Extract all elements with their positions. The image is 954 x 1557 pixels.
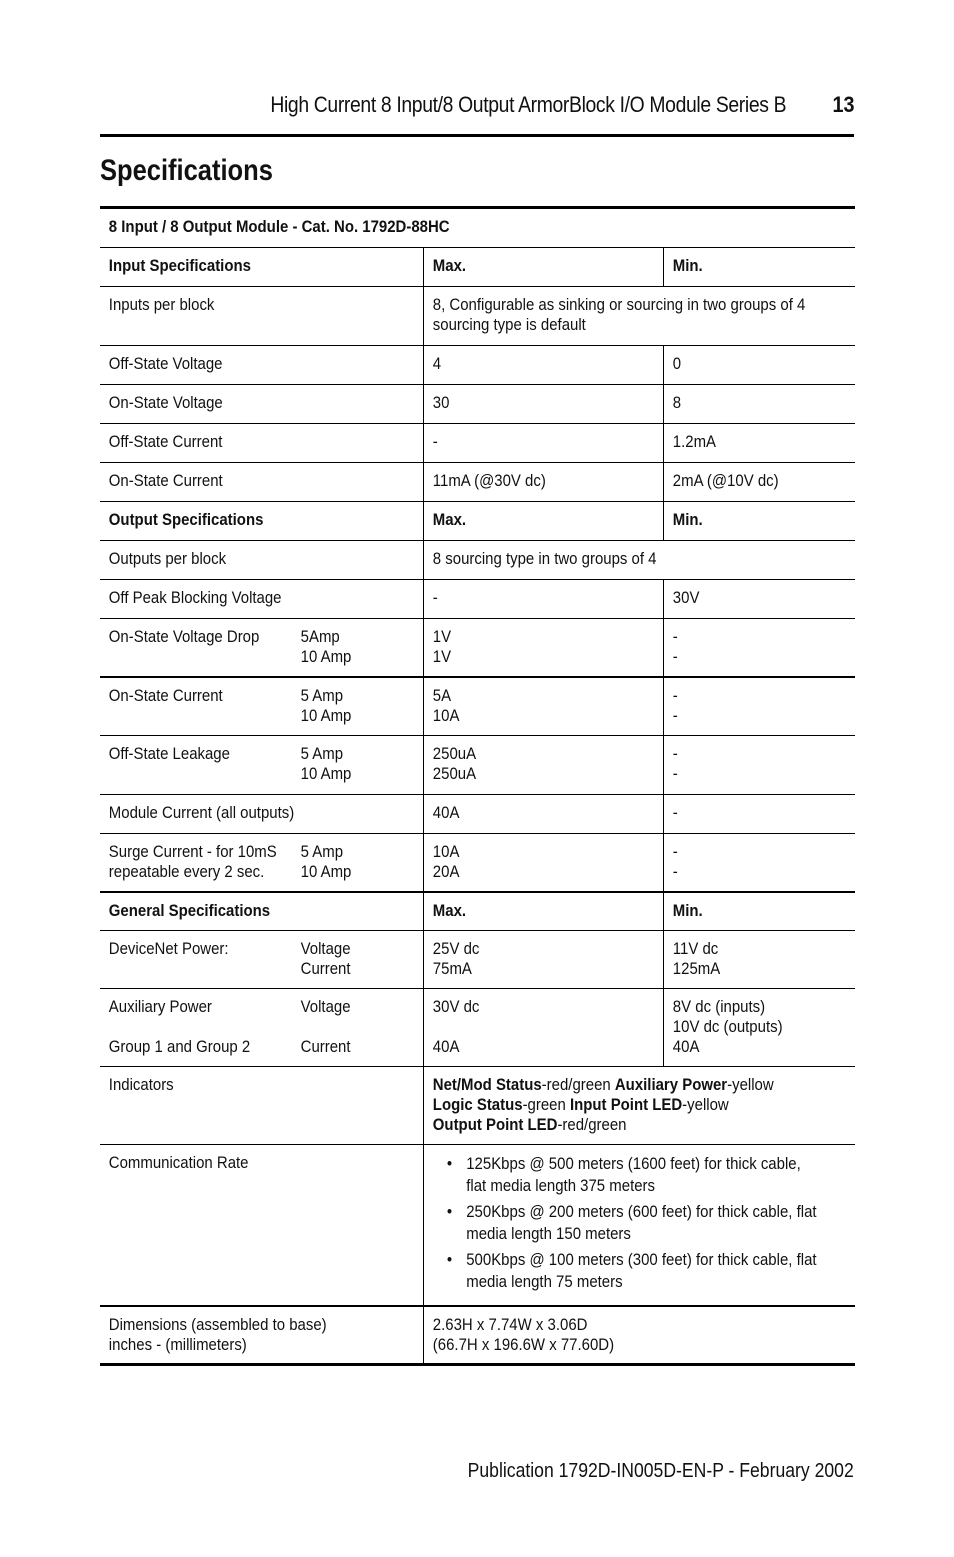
min-value: [664, 619, 833, 675]
value-line: -: [672, 647, 678, 666]
max-value: [424, 834, 634, 890]
value-line: 1V: [432, 627, 451, 646]
row-label: Off-State Voltage: [108, 354, 223, 373]
row-label: On-State Current: [108, 471, 223, 490]
table-row: [100, 795, 855, 834]
table-row: [100, 619, 855, 677]
max-value: 30: [432, 393, 449, 412]
page-number: 13: [831, 92, 854, 117]
min-header: Min.: [672, 900, 703, 920]
value-line: 10A: [432, 705, 459, 725]
comm-rate-list: [432, 1153, 817, 1293]
sub-label: Current: [300, 959, 351, 978]
row-label: Outputs per block: [108, 549, 227, 568]
label-line: Group 1 and Group 2: [108, 1037, 251, 1056]
label-line: Auxiliary Power: [108, 997, 212, 1016]
list-item: [432, 1153, 801, 1197]
max-header: Max.: [432, 256, 466, 275]
output-spec-heading: Output Specifications: [108, 510, 264, 529]
value-line: 75mA: [432, 959, 472, 978]
indicator-name: Output Point LED: [432, 1115, 557, 1134]
sub-label: 5Amp: [300, 627, 340, 646]
label-line: repeatable every 2 sec.: [108, 862, 265, 881]
max-value: 4: [432, 354, 441, 373]
table-row: [100, 677, 855, 736]
value-line: 30V dc: [432, 997, 479, 1016]
table-row: [100, 931, 855, 989]
max-value: [424, 736, 634, 792]
row-label: On-State Voltage: [108, 393, 223, 412]
min-value: -: [672, 803, 678, 822]
max-value: -: [432, 588, 438, 607]
max-value: 40A: [432, 803, 459, 822]
table-row: [100, 834, 855, 892]
row-label: [100, 1307, 384, 1363]
sub-labels: [301, 997, 351, 1057]
max-value: -: [432, 432, 438, 451]
value-line: -: [672, 862, 678, 881]
list-item: [432, 1201, 817, 1245]
indicator-color: -red/green: [541, 1075, 615, 1094]
document-title: High Current 8 Input/8 Output ArmorBlock I/O Module Series B: [270, 92, 786, 117]
max-value: [424, 678, 634, 734]
max-value: [424, 619, 634, 675]
value-line: 25V dc: [432, 939, 479, 958]
sub-labels: [301, 842, 352, 882]
label-text: [109, 842, 301, 882]
value-line: 40A: [432, 1037, 459, 1056]
min-value: [664, 989, 833, 1065]
table-row: [100, 989, 855, 1067]
sub-labels: [301, 744, 352, 784]
table-row: [100, 424, 855, 463]
publication-footer: Publication 1792D-IN005D-EN-P - February 2002: [467, 1460, 854, 1482]
sub-labels: [301, 627, 352, 667]
general-spec-header-row: [100, 892, 855, 931]
item-line: 250Kbps @ 200 meters (600 feet) for thick cable, flat: [465, 1202, 817, 1221]
value-line: sourcing type is default: [432, 315, 586, 334]
indicator-color: -yellow: [726, 1075, 774, 1094]
value-line: 10A: [432, 842, 459, 861]
max-header: Max.: [432, 510, 466, 529]
min-value: 8: [672, 393, 681, 412]
label-text: Off-State Leakage: [108, 744, 230, 763]
min-header: Min.: [672, 510, 703, 529]
value-line: -: [672, 744, 678, 763]
row-label: Communication Rate: [108, 1153, 249, 1172]
indicator-color: -red/green: [556, 1115, 626, 1134]
row-label: [100, 834, 384, 890]
output-spec-header-row: [100, 502, 855, 541]
table-row: [100, 580, 855, 619]
label-line: Dimensions (assembled to base): [108, 1315, 327, 1334]
item-line: media length 150 meters: [465, 1224, 631, 1243]
list-item: [432, 1249, 817, 1293]
row-label: Off-State Current: [108, 432, 223, 451]
item-line: 500Kbps @ 100 meters (300 feet) for thick cable, flat: [465, 1250, 817, 1269]
max-value: 11mA (@30V dc): [432, 471, 546, 490]
value-line: -: [672, 685, 678, 705]
item-line: flat media length 375 meters: [465, 1176, 655, 1195]
table-row: [100, 541, 855, 580]
value-line: 10V dc (outputs): [672, 1017, 783, 1036]
label-text: [109, 997, 301, 1057]
row-label: [100, 989, 384, 1065]
sub-label: Current: [300, 1037, 351, 1056]
value-line: 250uA: [432, 744, 476, 763]
min-value: 2mA (@10V dc): [672, 471, 779, 490]
sub-label: 10 Amp: [300, 764, 352, 783]
row-label: [100, 736, 384, 792]
sub-label: Voltage: [300, 997, 351, 1016]
value-line: 20A: [432, 862, 459, 881]
sub-label: 5 Amp: [300, 685, 344, 705]
indicator-line: [432, 1075, 794, 1095]
row-label: Module Current (all outputs): [108, 803, 295, 822]
max-value: [424, 989, 634, 1065]
min-value: [664, 678, 833, 734]
row-label: Inputs per block: [108, 295, 215, 314]
label-text: On-State Current: [108, 685, 223, 705]
page-header: [100, 88, 854, 137]
table-row: [100, 346, 855, 385]
max-header: Max.: [432, 900, 466, 920]
table-row: [100, 385, 855, 424]
indicator-line: [432, 1095, 794, 1115]
max-value: [424, 931, 634, 987]
sub-label: Voltage: [300, 939, 351, 958]
input-spec-heading: Input Specifications: [108, 256, 251, 275]
value-line: 8, Configurable as sinking or sourcing in two groups of 4: [432, 295, 805, 314]
item-line: 125Kbps @ 500 meters (1600 feet) for thick cable,: [465, 1154, 801, 1173]
sub-label: 10 Amp: [300, 705, 352, 725]
row-label: [100, 678, 384, 734]
comm-rate-value: [424, 1145, 817, 1305]
label-text: On-State Voltage Drop: [108, 627, 260, 646]
value-line: 11V dc: [672, 939, 718, 958]
sub-label: 5 Amp: [300, 842, 344, 861]
value-line: 250uA: [432, 764, 476, 783]
value-line: 125mA: [672, 959, 720, 978]
min-value: [664, 931, 833, 987]
sub-label: 10 Amp: [300, 647, 352, 666]
table-row: [100, 736, 855, 795]
value-line: -: [672, 627, 678, 646]
table-row: [100, 1145, 855, 1307]
value-line: 2.63H x 7.74W x 3.06D: [432, 1315, 587, 1334]
table-caption-row: [100, 208, 855, 248]
min-header: Min.: [672, 256, 703, 275]
sub-label: 5 Amp: [300, 744, 344, 763]
row-label: [100, 619, 384, 675]
indicator-name: Logic Status: [432, 1095, 523, 1114]
value-line: (66.7H x 196.6W x 77.60D): [432, 1335, 614, 1354]
table-row: [100, 287, 855, 346]
table-row: [100, 463, 855, 502]
sub-labels: [301, 939, 351, 979]
min-value: 1.2mA: [672, 432, 716, 451]
row-label: Indicators: [108, 1075, 174, 1094]
min-value: [664, 736, 833, 792]
label-line: Surge Current - for 10mS: [108, 842, 277, 861]
specifications-table: [100, 206, 855, 1366]
label-line: inches - (millimeters): [108, 1335, 247, 1354]
row-value: [424, 287, 804, 343]
general-spec-heading: General Specifications: [108, 900, 271, 920]
value-line: 1V: [432, 647, 451, 666]
table-row: [100, 1306, 855, 1365]
indicator-name: Auxiliary Power: [614, 1075, 727, 1094]
sub-label: 10 Amp: [300, 862, 352, 881]
value-line: 40A: [672, 1037, 699, 1056]
row-label: Off Peak Blocking Voltage: [108, 588, 282, 607]
section-title: Specifications: [100, 154, 273, 187]
table-caption: 8 Input / 8 Output Module - Cat. No. 1792D-88HC: [108, 217, 450, 236]
row-value: [424, 1307, 804, 1363]
indicators-value: [424, 1067, 804, 1143]
bullet-icon: •: [446, 1250, 452, 1269]
label-text: DeviceNet Power:: [108, 939, 229, 958]
indicator-name: Input Point LED: [569, 1095, 682, 1114]
row-label: [100, 931, 384, 987]
value-line: -: [672, 764, 678, 783]
indicator-line: [432, 1115, 794, 1135]
indicator-color: -green: [522, 1095, 570, 1114]
row-value: 8 sourcing type in two groups of 4: [432, 549, 656, 568]
min-value: 0: [672, 354, 681, 373]
sub-labels: [301, 686, 352, 726]
value-line: 8V dc (inputs): [672, 997, 765, 1016]
value-line: 5A: [432, 685, 451, 705]
table-row: [100, 1067, 855, 1145]
input-spec-header-row: [100, 248, 855, 287]
bullet-icon: •: [446, 1202, 452, 1221]
value-line: -: [672, 842, 678, 861]
min-value: 30V: [672, 588, 699, 607]
item-line: media length 75 meters: [465, 1272, 623, 1291]
bullet-icon: •: [446, 1154, 452, 1173]
indicator-color: -yellow: [681, 1095, 729, 1114]
min-value: [664, 834, 833, 890]
value-line: -: [672, 705, 678, 725]
indicator-name: Net/Mod Status: [432, 1075, 542, 1094]
